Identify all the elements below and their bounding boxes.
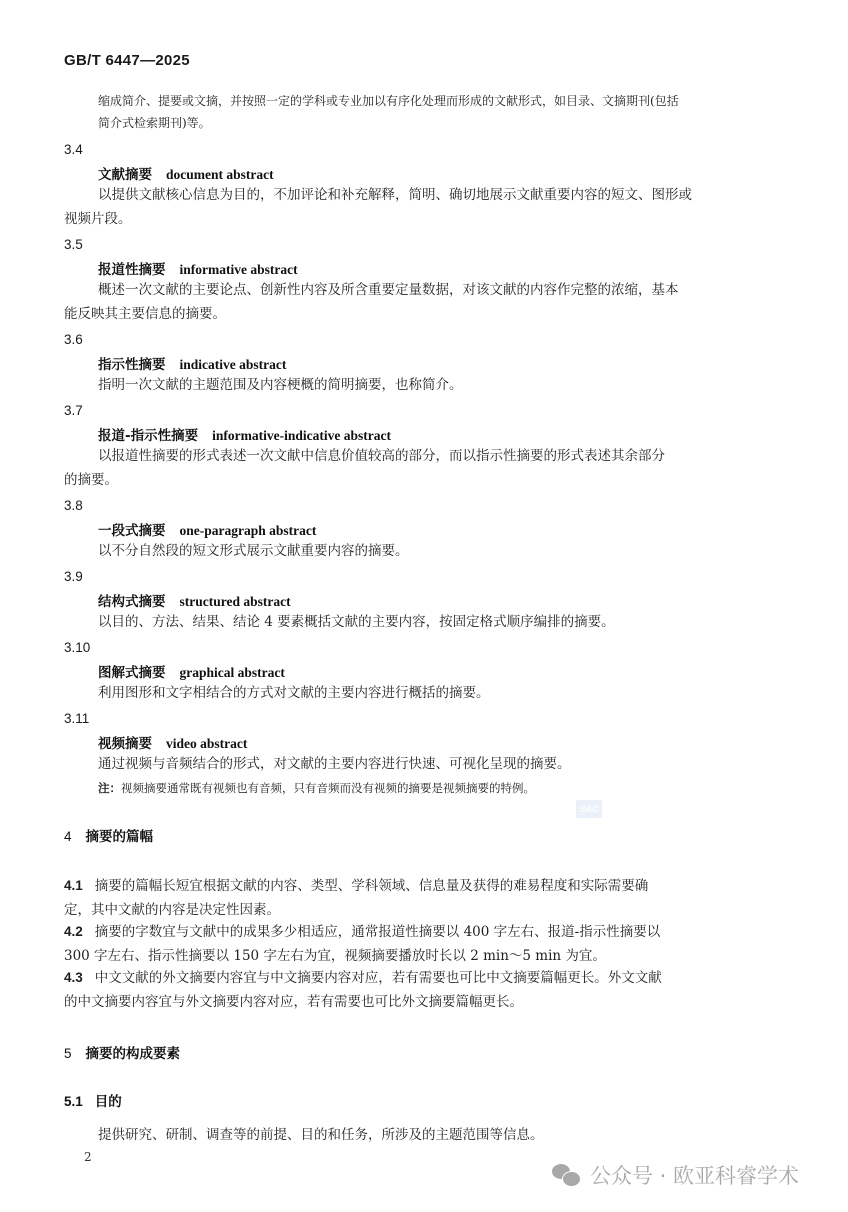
clause-number: 3.4 [64, 142, 83, 157]
definition-line: 的摘要。 [64, 471, 118, 488]
clause-4-1 [64, 874, 784, 922]
term-zh: 报道-指示性摘要 [98, 428, 199, 444]
clause-line: 的中文摘要内容宜与外文摘要内容对应，若有需要也可比外文摘要篇幅更长。 [64, 993, 523, 1010]
section-title: 摘要的篇幅 [85, 829, 154, 845]
continuation-line: 缩成简介、提要或文摘，并按照一定的学科或专业加以有序化处理而形成的文献形式，如目录、文摘期刊(包括 [98, 94, 679, 108]
term-heading [98, 163, 274, 183]
clause-4-3 [64, 966, 784, 1014]
definition: 通过视频与音频结合的形式，对文献的主要内容进行快速、可视化呈现的摘要。 [98, 756, 571, 772]
sac-logo-icon: SAC [576, 800, 602, 818]
term-en: informative abstract [179, 262, 298, 277]
term-heading [98, 424, 391, 444]
clause-number: 3.5 [64, 237, 83, 252]
term-heading [98, 732, 247, 752]
clause-line: 中文文献的外文摘要内容宜与中文摘要内容对应，若有需要也可比中文摘要篇幅更长。外文文献 [94, 970, 662, 986]
term-en: informative-indicative abstract [212, 428, 391, 443]
clause-number: 3.8 [64, 498, 83, 513]
definition: 以不分自然段的短文形式展示文献重要内容的摘要。 [98, 543, 409, 559]
term-heading [98, 590, 291, 610]
section-number: 5 [64, 1046, 72, 1061]
definition [64, 445, 784, 492]
clause-number: 3.7 [64, 403, 83, 418]
clause-number: 3.9 [64, 569, 83, 584]
standard-code: GB/T 6447—2025 [64, 52, 190, 69]
continuation-line: 简介式检索期刊)等。 [98, 116, 211, 130]
subsection-number: 5.1 [64, 1094, 83, 1109]
term-en: one-paragraph abstract [179, 523, 317, 538]
definition [64, 184, 784, 231]
definition-line: 视频片段。 [64, 210, 132, 227]
clause-number: 4.2 [64, 924, 83, 939]
term-en: document abstract [166, 167, 274, 182]
section-heading [64, 1042, 180, 1062]
term-en: graphical abstract [179, 665, 285, 680]
definition: 指明一次文献的主题范围及内容梗概的简明摘要，也称简介。 [98, 377, 463, 393]
definition-line: 能反映其主要信息的摘要。 [64, 305, 226, 322]
clause-number: 3.10 [64, 640, 91, 655]
subsection-title: 目的 [94, 1094, 122, 1110]
term-en: structured abstract [179, 594, 291, 609]
definition: 以目的、方法、结果、结论 4 要素概括文献的主要内容，按固定格式顺序编排的摘要。 [98, 614, 615, 630]
clause-5-1-text: 提供研究、研制、调查等的前提、目的和任务，所涉及的主题范围等信息。 [98, 1127, 544, 1143]
watermark-text: 公众号 · 欧亚科睿学术 [590, 1164, 800, 1188]
clause-number: 4.3 [64, 970, 83, 985]
definition: 利用图形和文字相结合的方式对文献的主要内容进行概括的摘要。 [98, 685, 490, 701]
term-zh: 报道性摘要 [98, 262, 166, 278]
section-title: 摘要的构成要素 [85, 1046, 181, 1062]
definition-line: 概述一次文献的主要论点、创新性内容及所含重要定量数据，对该文献的内容作完整的浓缩，基本 [98, 282, 679, 298]
subsection-heading [64, 1090, 122, 1110]
clause-line: 定，其中文献的内容是决定性因素。 [64, 901, 280, 918]
definition-line: 以提供文献核心信息为目的，不加评论和补充解释，简明、确切地展示文献重要内容的短文、图形或 [98, 187, 692, 203]
term-zh: 图解式摘要 [98, 665, 166, 681]
term-zh: 文献摘要 [98, 167, 152, 183]
term-zh: 结构式摘要 [98, 594, 166, 610]
clause-number: 3.11 [64, 711, 90, 726]
note [98, 780, 535, 796]
note-label: 注： [98, 781, 121, 795]
clause-number: 4.1 [64, 878, 83, 893]
term-heading [98, 353, 286, 373]
clause-line: 摘要的字数宜与文献中的成果多少相适应，通常报道性摘要以 400 字左右、报道-指示性摘要以 [94, 924, 661, 940]
clause-line: 摘要的篇幅长短宜根据文献的内容、类型、学科领域、信息量及获得的难易程度和实际需要确 [94, 878, 649, 894]
definition [64, 279, 784, 326]
wechat-watermark [552, 1160, 799, 1190]
term-en: video abstract [166, 736, 248, 751]
page-number: 2 [84, 1150, 92, 1164]
term-en: indicative abstract [179, 357, 287, 372]
clause-4-2 [64, 920, 784, 968]
clause-number: 3.6 [64, 332, 83, 347]
definition-line: 以报道性摘要的形式表述一次文献中信息价值较高的部分，而以指示性摘要的形式表述其余部分 [98, 448, 665, 464]
term-heading [98, 661, 285, 681]
term-heading [98, 519, 316, 539]
term-zh: 指示性摘要 [98, 357, 166, 373]
wechat-icon [552, 1162, 582, 1188]
section-heading [64, 825, 153, 845]
note-text: 视频摘要通常既有视频也有音频，只有音频而没有视频的摘要是视频摘要的特例。 [121, 781, 535, 795]
continuation-paragraph [98, 90, 679, 134]
term-zh: 视频摘要 [98, 736, 152, 752]
term-zh: 一段式摘要 [98, 523, 166, 539]
section-number: 4 [64, 829, 72, 844]
term-heading [98, 258, 298, 278]
clause-line: 300 字左右、指示性摘要以 150 字左右为宜，视频摘要播放时长以 2 min～5 min 为宜。 [64, 947, 606, 964]
